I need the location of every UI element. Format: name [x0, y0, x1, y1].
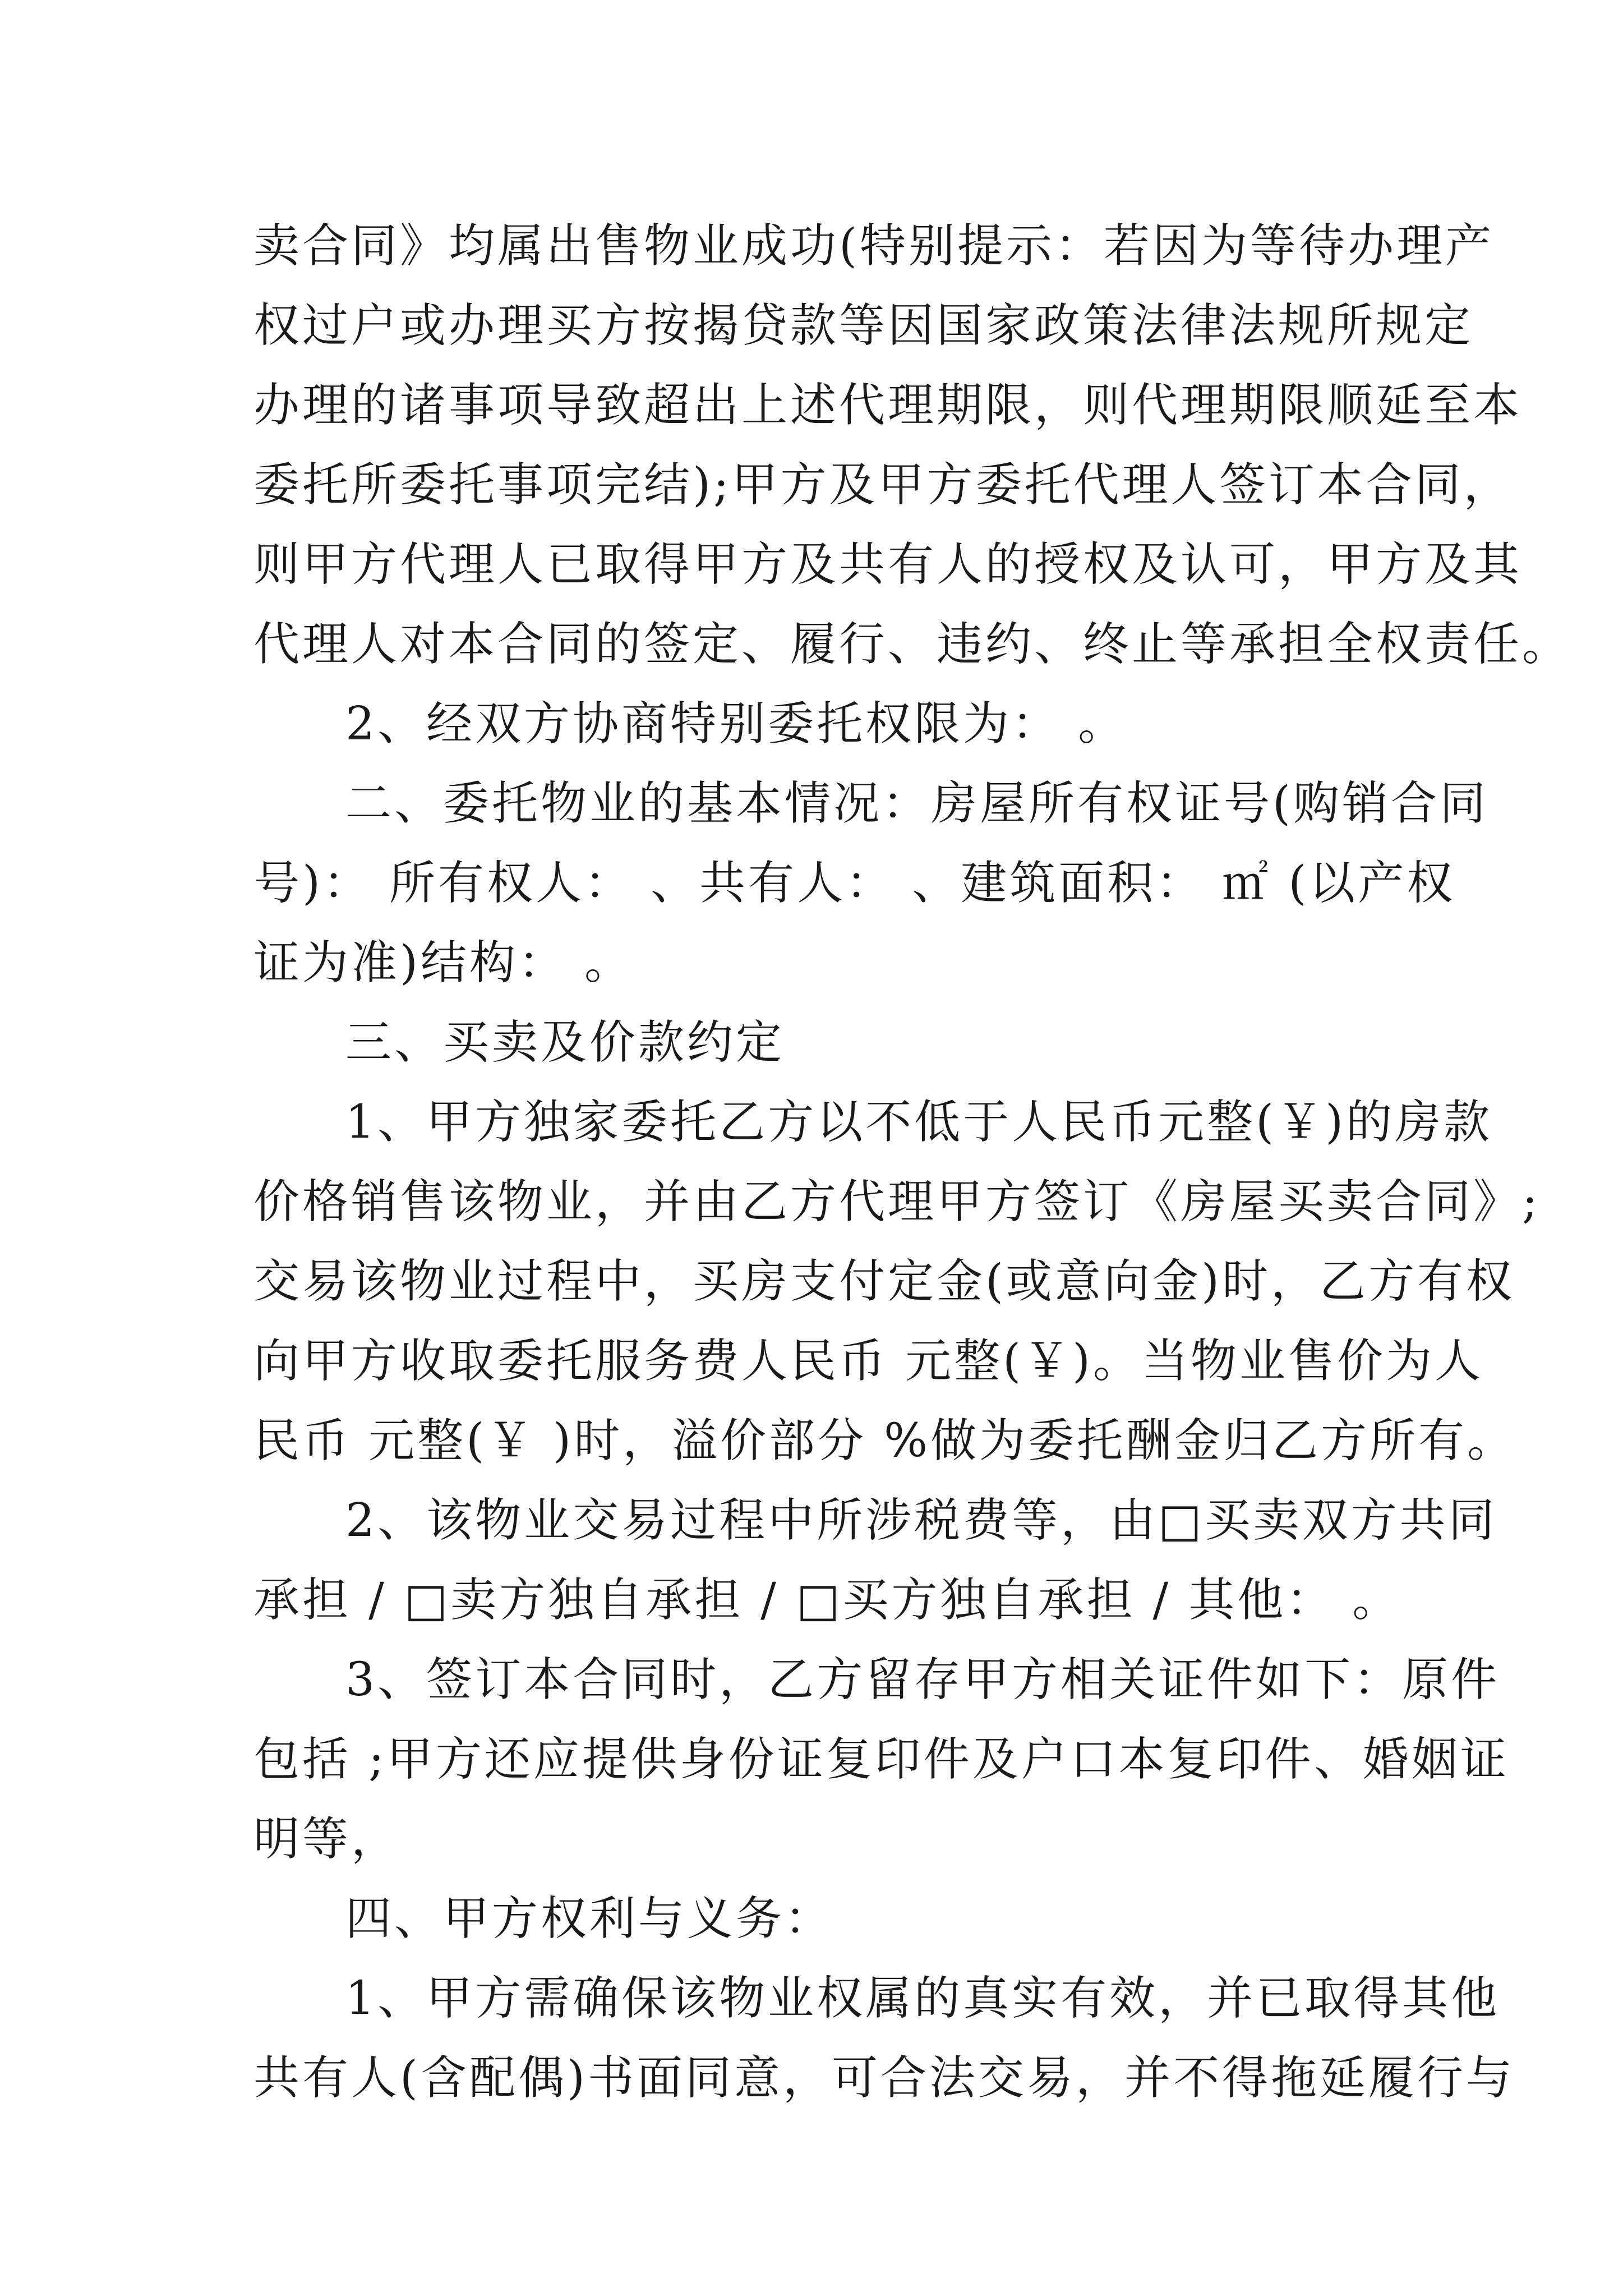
paragraph-9 [253, 1959, 1515, 2118]
text-line: 三、买卖及价款约定 [345, 1016, 785, 1069]
text-line: 权过户或办理买方按揭贷款等因国家政策法律法规所规定 [253, 299, 1474, 352]
text-line: 3、签订本合同时，乙方留存甲方相关证件如下：原件 [345, 1653, 1500, 1706]
text-line: 办理的诸事项导致超出上述代理期限，则代理期限顺延至本 [253, 379, 1523, 432]
text-line: 证为准)结构： 。 [253, 936, 634, 990]
text-line: 二、委托物业的基本情况：房屋所有权证号(购销合同 [345, 777, 1488, 830]
text-line: 包括 ;甲方还应提供身份证复印件及户口本复印件、婚姻证 [253, 1733, 1509, 1786]
text-line: 2、经双方协商特别委托权限为： 。 [345, 697, 1127, 751]
document-body [253, 206, 1571, 2118]
text-line: 向甲方收取委托服务费人民币 元整(￥)。当物业售价为人 [253, 1335, 1484, 1388]
paragraph-3 [253, 764, 1488, 1003]
text-line: 四、甲方权利与义务： [345, 1892, 834, 1945]
paragraph-2 [253, 684, 1392, 764]
paragraph-1 [253, 206, 1571, 684]
text-line: 明等， [253, 1812, 400, 1866]
section-heading [253, 1879, 1392, 1959]
text-line: 共有人(含配偶)书面同意，可合法交易，并不得拖延履行与 [253, 2051, 1515, 2105]
text-line: 1、甲方独家委托乙方以不低于人民币元整(￥)的房款 [345, 1096, 1493, 1149]
text-line: 委托所委托事项完结);甲方及甲方委托代理人签订本合同， [253, 458, 1513, 512]
text-line: 民币 元整(￥ )时，溢价部分 %做为委托酬金归乙方所有。 [253, 1414, 1516, 1467]
text-line: 代理人对本合同的签定、履行、违约、终止等承担全权责任。 [253, 618, 1571, 671]
text-line: 号)： 所有权人： 、共有人： 、建筑面积： ㎡ (以产权 [253, 857, 1456, 910]
text-line: 则甲方代理人已取得甲方及共有人的授权及认可，甲方及其 [253, 538, 1523, 591]
text-line: 承担 / □卖方独自承担 / □买方独自承担 / 其他： 。 [253, 1573, 1401, 1627]
text-line: 交易该物业过程中，买房支付定金(或意向金)时，乙方有权 [253, 1255, 1515, 1308]
text-line: 2、该物业交易过程中所涉税费等，由□买卖双方共同 [345, 1494, 1497, 1547]
text-line: 卖合同》均属出售物业成功(特别提示：若因为等待办理产 [253, 219, 1494, 273]
paragraph-6 [253, 1481, 1497, 1640]
paragraph-7 [253, 1640, 1509, 1879]
text-line: 1、甲方需确保该物业权属的真实有效，并已取得其他 [345, 1972, 1500, 2025]
text-line: 价格销售该物业，并由乙方代理甲方签订《房屋买卖合同》; [253, 1175, 1541, 1228]
section-heading [253, 1003, 1392, 1083]
paragraph-5 [253, 1083, 1541, 1481]
